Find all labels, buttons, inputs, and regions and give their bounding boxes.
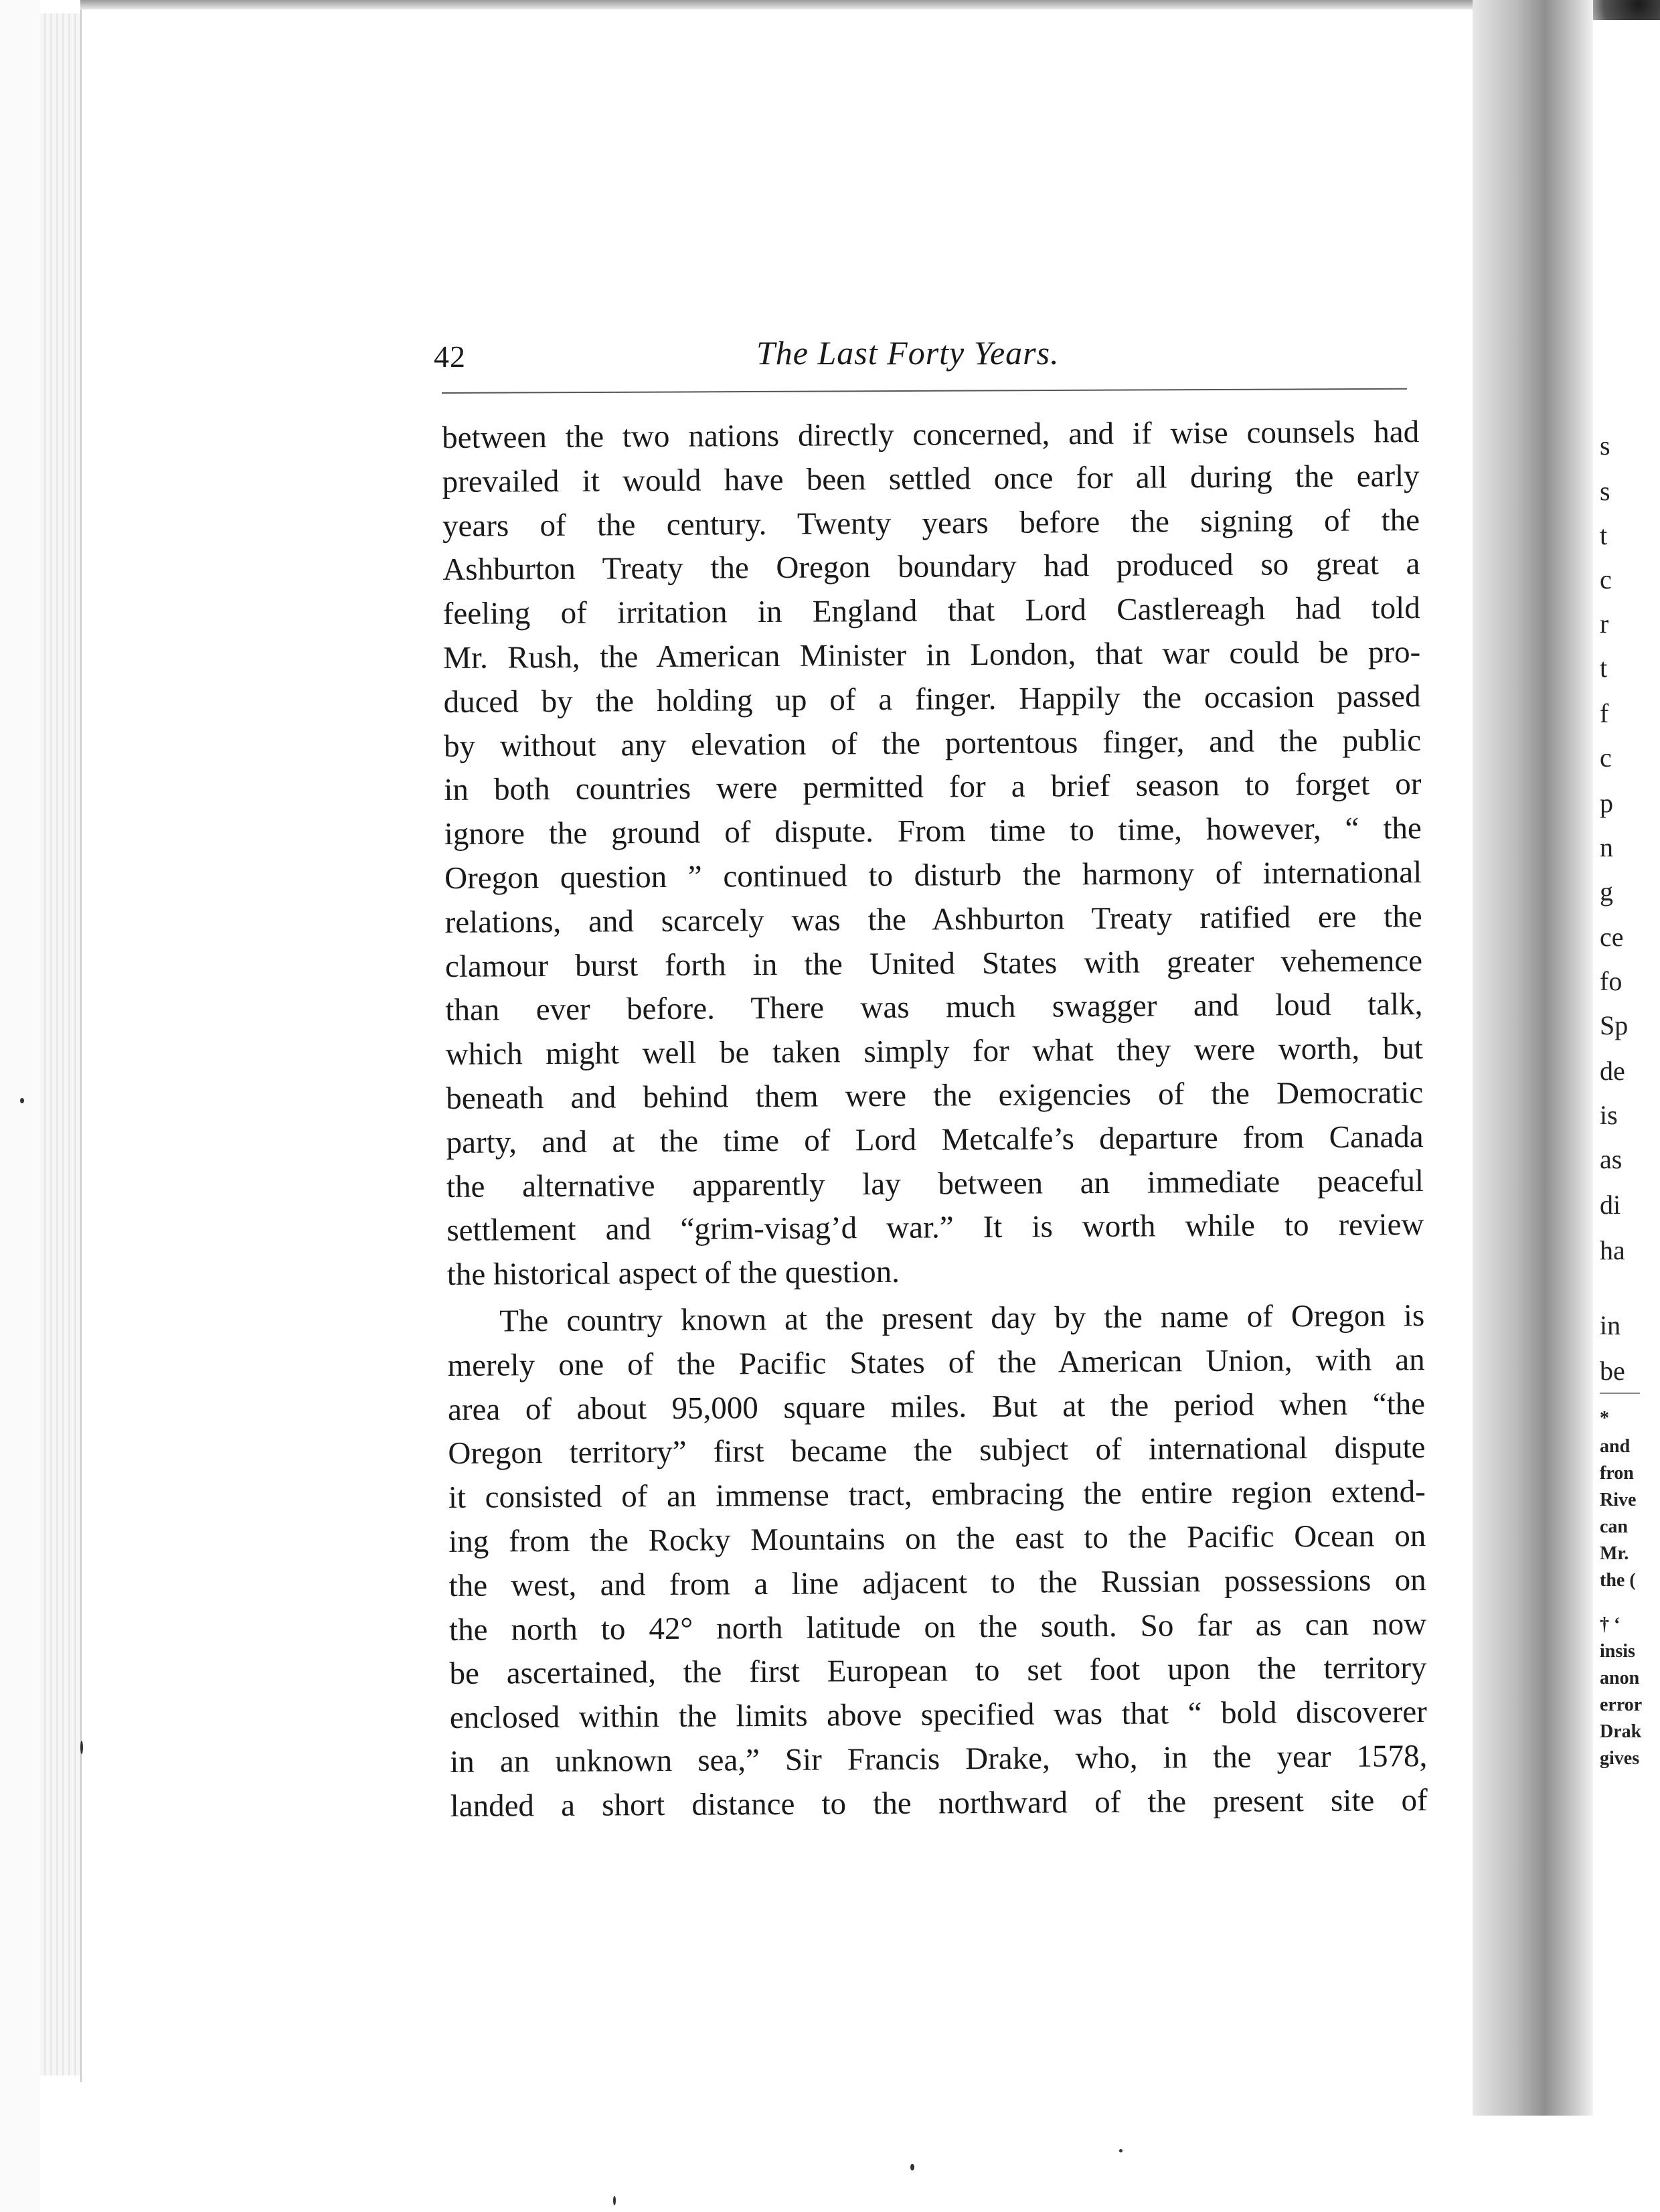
- text-line: between the two nations directly concerned, and if wise counsels had: [442, 414, 1420, 455]
- paragraph: [442, 410, 1438, 1297]
- text-line: The country known at the present day by the name of Oregon is: [499, 1297, 1425, 1339]
- facing-text-fragment: r: [1600, 609, 1609, 639]
- text-line: it consisted of an immense tract, embracing the entire region extend-: [448, 1474, 1426, 1516]
- facing-text-fragment: f: [1600, 698, 1609, 728]
- facing-footnote-fragment: Mr.: [1600, 1543, 1629, 1564]
- facing-text-fragment: is: [1600, 1100, 1618, 1130]
- facing-footnote-fragment: Drak: [1600, 1721, 1642, 1742]
- facing-text-fragment: c: [1600, 742, 1612, 773]
- body-text: [442, 410, 1441, 1829]
- text-line: merely one of the Pacific States of the American Union, with an: [447, 1342, 1425, 1383]
- scan-speck: [20, 1098, 24, 1103]
- running-title: The Last Forty Years.: [756, 334, 1060, 372]
- facing-text-fragment: s: [1600, 430, 1610, 461]
- text-line: beneath and behind them were the exigencies of the Democratic: [446, 1075, 1424, 1116]
- text-line: Mr. Rush, the American Minister in London, that war could be pro-: [443, 635, 1421, 676]
- text-line: which might well be taken simply for what they were worth, but: [445, 1031, 1423, 1073]
- text-line: enclosed within the limits above specified was that “ bold discoverer: [449, 1694, 1428, 1736]
- text-line: Oregon territory” first became the subject of international dispute: [448, 1430, 1426, 1472]
- text-line: than ever before. There was much swagger and loud talk,: [445, 987, 1423, 1028]
- text-line: landed a short distance to the northward of the present site of: [450, 1782, 1428, 1824]
- facing-footnote-fragment: insis: [1600, 1641, 1635, 1662]
- text-line: the historical aspect of the question.: [446, 1254, 900, 1293]
- facing-footnote-fragment: can: [1600, 1516, 1628, 1537]
- paragraph: [447, 1294, 1441, 1829]
- facing-text-fragment: de: [1600, 1056, 1625, 1086]
- text-line: ing from the Rocky Mountains on the east to the Pacific Ocean on: [448, 1518, 1426, 1559]
- facing-footnote-fragment: the (: [1600, 1570, 1636, 1591]
- facing-footnote-fragment: *: [1600, 1408, 1609, 1429]
- facing-text-fragment: Sp: [1600, 1010, 1629, 1040]
- text-line: in both countries were permitted for a brief season to forget or: [444, 767, 1422, 808]
- facing-text-fragment: di: [1600, 1190, 1621, 1220]
- facing-footnote-fragment: † ‘: [1600, 1614, 1621, 1635]
- scan-speck: [80, 1741, 83, 1754]
- facing-text-fragment: t: [1600, 653, 1608, 683]
- facing-footnote-fragment: fron: [1600, 1463, 1634, 1484]
- facing-footnote-fragment: anon: [1600, 1668, 1640, 1688]
- facing-text-fragment: ce: [1600, 922, 1624, 952]
- book-gutter-shadow: [1473, 0, 1593, 2116]
- facing-text-fragment: in: [1600, 1310, 1621, 1340]
- text-line: the north to 42° north latitude on the south. So far as can now: [448, 1606, 1427, 1648]
- text-line: duced by the holding up of a finger. Happily the occasion passed: [443, 678, 1421, 720]
- scan-speck: [613, 2196, 616, 2205]
- scan-speck: [910, 2164, 914, 2170]
- facing-text-fragment: c: [1600, 564, 1612, 595]
- text-line: prevailed it would have been settled once for all during the early: [442, 458, 1420, 499]
- text-line: years of the century. Twenty years before the signing of the: [442, 502, 1420, 544]
- facing-footnote-fragment: and: [1600, 1436, 1631, 1457]
- facing-text-fragment: g: [1600, 876, 1613, 906]
- text-line: the west, and from a line adjacent to the Russian possessions on: [448, 1562, 1426, 1603]
- facing-footnote-fragment: Rive: [1600, 1490, 1637, 1510]
- facing-footnote-rule: [1600, 1393, 1640, 1394]
- text-line: relations, and scarcely was the Ashburton Treaty ratified ere the: [444, 898, 1422, 940]
- text-line: in an unknown sea,” Sir Francis Drake, who, in the year 1578,: [450, 1738, 1428, 1780]
- text-line: by without any elevation of the portentous finger, and the public: [443, 722, 1422, 764]
- facing-page-fragment: [1593, 0, 1660, 2212]
- facing-text-fragment: be: [1600, 1356, 1625, 1386]
- text-line: ignore the ground of dispute. From time to time, however, “ the: [444, 811, 1422, 852]
- page-top-edge: [80, 0, 1479, 9]
- page-number: 42: [434, 339, 466, 374]
- text-line: Oregon question ” continued to disturb the harmony of international: [444, 855, 1422, 896]
- facing-text-fragment: fo: [1600, 966, 1623, 996]
- text-line: settlement and “grim-visag’d war.” It is worth while to review: [446, 1207, 1424, 1249]
- text-line: be ascertained, the first European to set foot upon the territory: [449, 1650, 1427, 1692]
- facing-text-fragment: p: [1600, 788, 1613, 818]
- scan-corner-mark: [1593, 0, 1660, 20]
- text-line: clamour burst forth in the United States with greater vehemence: [444, 943, 1423, 984]
- facing-text-fragment: t: [1600, 520, 1608, 550]
- facing-footnote-fragment: error: [1600, 1694, 1643, 1715]
- facing-text-fragment: ha: [1600, 1235, 1625, 1265]
- facing-footnote-fragment: gives: [1600, 1748, 1640, 1769]
- text-line: Ashburton Treaty the Oregon boundary had produced so great a: [442, 546, 1420, 588]
- facing-text-fragment: s: [1600, 476, 1610, 506]
- text-line: party, and at the time of Lord Metcalfe’s departure from Canada: [446, 1119, 1424, 1160]
- text-line: feeling of irritation in England that Lord Castlereagh had told: [442, 590, 1420, 632]
- facing-text-fragment: n: [1600, 832, 1613, 862]
- text-line: the alternative apparently lay between an immediate peaceful: [446, 1163, 1424, 1204]
- text-line: area of about 95,000 square miles. But at the period when “the: [447, 1386, 1426, 1427]
- facing-text-fragment: as: [1600, 1144, 1623, 1174]
- scan-margin-left: [0, 0, 40, 2212]
- scan-speck: [1119, 2149, 1123, 2152]
